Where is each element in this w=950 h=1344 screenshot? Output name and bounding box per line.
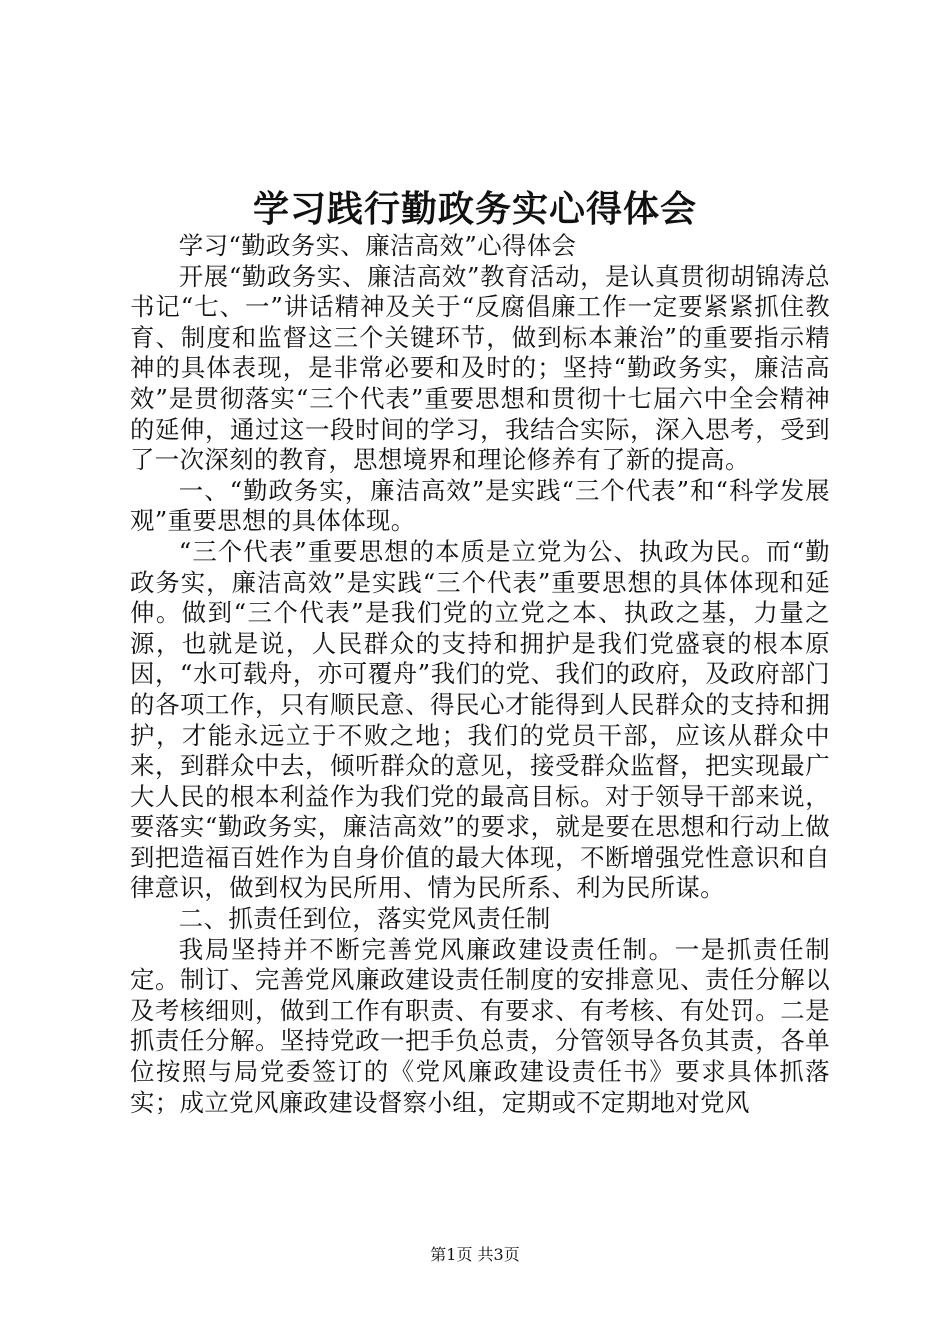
section-heading-2: 二、抓责任到位，落实党风责任制 bbox=[178, 904, 551, 934]
body-paragraph: 我局坚持并不断完善党风廉政建设责任制。一是抓责任制定。制订、完善党风廉政建设责任制度的安排意见、责任分解以及考核细则，做到工作有职责、有要求、有考核、有处罚。二是抓责任分解。坚持党政一把手负总责，分管领导各负其责，各单位按照与局党委签订的《党风廉政建设责任书》要求具体抓落实；成立党风廉政建设督察小组，定期或不定期地对党风 bbox=[130, 934, 830, 1117]
subtitle-paragraph: 学习“勤政务实、廉洁高效”心得体会 bbox=[178, 231, 577, 260]
document-title: 学习践行勤政务实心得体会 bbox=[252, 188, 697, 230]
section-heading-1: 一、“勤政务实，廉洁高效”是实践“三个代表”和“科学发展观”重要思想的具体体现。 bbox=[130, 475, 830, 536]
intro-paragraph: 开展“勤政务实、廉洁高效”教育活动，是认真贯彻胡锦涛总书记“七、一”讲话精神及关于“反腐倡廉工作一定要紧紧抓住教育、制度和监督这三个关键环节，做到标本兼治”的重要指示精神的具体表现，是非常必要和及时的；坚持“勤政务实，廉洁高效”是贯彻落实“三个代表”重要思想和贯彻十七届六中全会精神的延伸，通过这一段时间的学习，我结合实际，深入思考，受到了一次深刻的教育，思想境界和理论修养有了新的提高。 bbox=[130, 261, 830, 475]
body-paragraph: “三个代表”重要思想的本质是立党为公、执政为民。而“勤政务实，廉洁高效”是实践“三个代表”重要思想的具体体现和延伸。做到“三个代表”是我们党的立党之本、执政之基，力量之源，也就是说，人民群众的支持和拥护是我们党盛衰的根本原因，“水可载舟，亦可覆舟”我们的党、我们的政府，及政府部门的各项工作，只有顺民意、得民心才能得到人民群众的支持和拥护，才能永远立于不败之地；我们的党员干部，应该从群众中来，到群众中去，倾听群众的意见，接受群众监督，把实现最广大人民的根本利益作为我们党的最高目标。对于领导干部来说，要落实“勤政务实，廉洁高效”的要求，就是要在思想和行动上做到把造福百姓作为自身价值的最大体现，不断增强党性意识和自律意识，做到权为民所用、情为民所系、利为民所谋。 bbox=[130, 536, 830, 903]
document-body bbox=[130, 231, 830, 1118]
page-number-footer: 第1页 共3页 bbox=[430, 1245, 520, 1264]
